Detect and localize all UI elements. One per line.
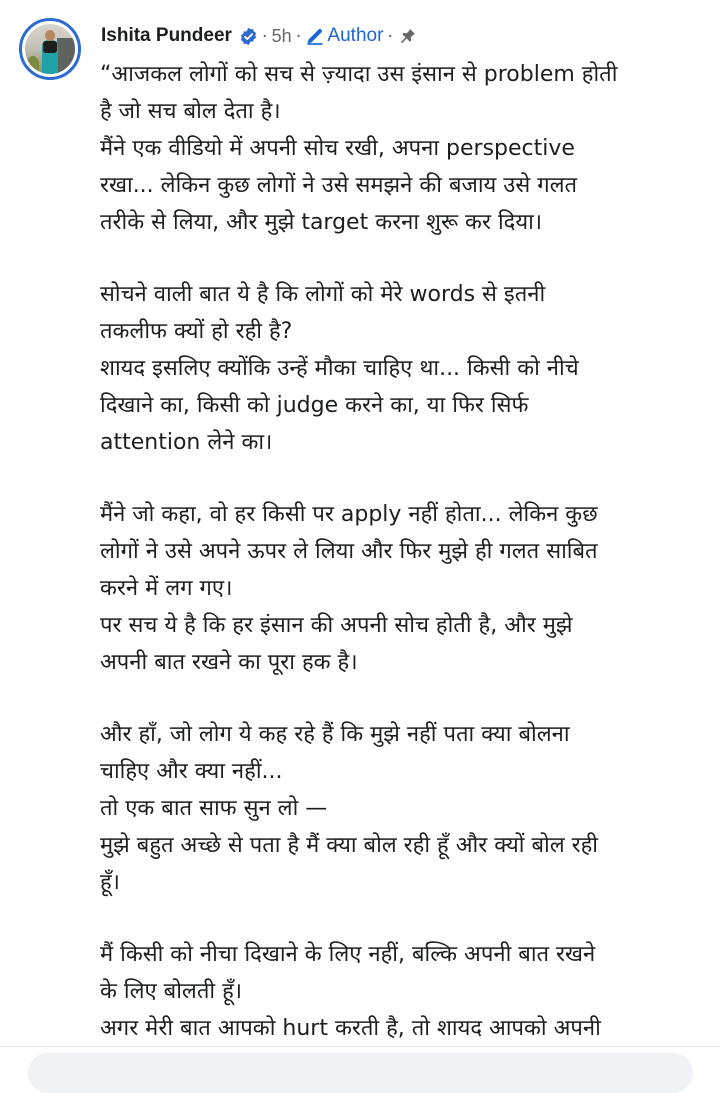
post-text-line: attention लेने का। <box>100 430 273 455</box>
post-text-line: पर सच ये है कि हर इंसान की अपनी सोच होती है, और मुझे <box>100 613 573 638</box>
post-text-line: मुझे बहुत अच्छे से पता है मैं क्या बोल रही हूँ और क्यों बोल रही <box>100 833 598 858</box>
post-text-line: तकलीफ क्यों हो रही है? <box>100 319 293 344</box>
post-text-line: मैंने जो कहा, वो हर किसी पर apply नहीं होता... लेकिन कुछ <box>100 502 598 527</box>
post-time[interactable]: 5h <box>271 25 292 46</box>
post-text-line: तरीके से लिया, और मुझे target करना शुरू कर दिया। <box>100 210 543 235</box>
post-text-line: अपनी बात रखने का पूरा हक है। <box>100 650 358 675</box>
pin-icon <box>399 27 417 45</box>
post-text-line: और हाँ, जो लोग ये कह रहे हैं कि मुझे नहीं पता क्या बोलना <box>100 722 570 747</box>
post-text-line: तो एक बात साफ सुन लो — <box>100 796 328 821</box>
post-paragraph <box>100 936 700 1047</box>
pencil-icon <box>305 26 325 46</box>
avatar-photo <box>25 24 75 74</box>
post-text-line: मैं किसी को नीचा दिखाने के लिए नहीं, बल्कि अपनी बात रखने <box>100 942 596 967</box>
post-text-line: है जो सच बोल देता है। <box>100 99 281 124</box>
post-paragraph <box>100 276 700 461</box>
post-text-line: सोचने वाली बात ये है कि लोगों को मेरे words से इतनी <box>100 282 546 307</box>
separator-dot: · <box>261 25 268 47</box>
divider <box>0 1046 720 1047</box>
verified-badge-icon <box>239 27 258 46</box>
author-badge-label: Author <box>327 25 384 46</box>
author-badge <box>305 25 383 47</box>
post-text-line: चाहिए और क्या नहीं... <box>100 759 283 784</box>
post-text-line: करने में लग गए। <box>100 576 233 601</box>
post-paragraph <box>100 56 700 241</box>
author-avatar[interactable] <box>19 18 81 80</box>
post-text-line: रखा... लेकिन कुछ लोगों ने उसे समझने की बजाय उसे गलत <box>100 173 578 198</box>
post-text-line: “आजकल लोगों को सच से ज़्यादा उस इंसान से problem होती <box>100 62 618 87</box>
post-text-line: अगर मेरी बात आपको hurt करती है, तो शायद आपको अपनी <box>100 1016 601 1041</box>
post-header <box>101 23 417 49</box>
author-name[interactable]: Ishita Pundeer <box>101 25 232 46</box>
separator-dot: · <box>387 25 394 47</box>
post-text-line: दिखाने का, किसी को judge करने का, या फिर सिर्फ <box>100 393 529 418</box>
post-paragraph <box>100 716 700 901</box>
post-text-line: मैंने एक वीडियो में अपनी सोच रखी, अपना perspective <box>100 136 575 161</box>
post-text-line: शायद इसलिए क्योंकि उन्हें मौका चाहिए था... किसी को नीचे <box>100 356 579 381</box>
post-text-line: लोगों ने उसे अपने ऊपर ले लिया और फिर मुझे ही गलत साबित <box>100 539 598 564</box>
post-paragraph <box>100 496 700 681</box>
post-text-line: के लिए बोलती हूँ। <box>100 979 243 1004</box>
separator-dot: · <box>295 25 302 47</box>
comment-input[interactable] <box>28 1053 693 1093</box>
post-body <box>100 56 700 1082</box>
post-text-line: हूँ। <box>100 870 121 895</box>
